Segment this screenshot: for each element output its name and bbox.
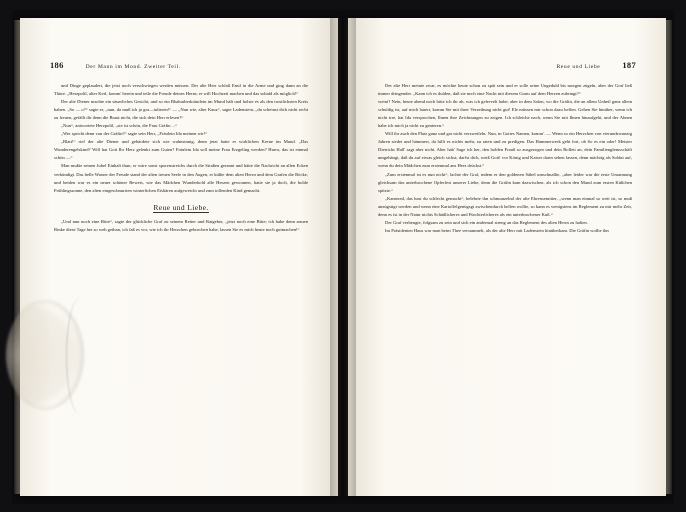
paragraph: Man mußte seinen Jubel Einhalt thun, er wäre sonst sporenstreichs durch die Straßen gerannt und hätte die Nachricht an allen Ecken verkündigt. Das helle Wasser der Freude stand der alten treuen Seele in den Augen, er küßte dem alten Herrn und dem Grafen die Röcke, und beiden war es ein neuer schöner Beweis, wie das Mädchen Wunderhold alle Herzen gewonnen, hatte sie ja doch, die holde Frühlingssonne, den alten eingeschnurrten winterlichen Eisbären aufgeweicht und zum tollenden Kind gemacht. <box>54 163 308 193</box>
section-heading-text: Reue und Liebe. <box>153 202 209 212</box>
book-spread <box>12 10 674 504</box>
paragraph: „Zum erstenmal ist es nun nicht“, lachte der Graf, indem er den goldenen Säbel umschnallte, „aber leider war die erste Umarmung gleichsam das unterbrochene Opferfest unserer Liebe, denn die Gräfin kam dazwischen, als ich schon den Mund zum ersten Küßchen spitzte.“ <box>378 171 632 193</box>
paragraph: „Nun“, antwortete Herzpoltl, „sie ist schön, die Frau Gräfin ...“ <box>61 123 178 129</box>
right-page-folio: 187 <box>622 60 636 70</box>
page-edge-right <box>665 20 672 494</box>
right-page <box>348 18 666 496</box>
section-heading <box>54 204 308 212</box>
paragraph: Der alte Diener machte ein säuerliches Gesicht, und so ein Rhabarberkräutlein im Mund hält und holste es als den trostlichsten Kreis haben. „So — o?“ sagte er, „nun, da muß ich ja gra—tulieren!“ — „Nun wie, alter Kauz“, sagte Ladenstein, „du scheinst dich nicht recht zu freuen, gefällt dir denn die Braut nicht, die sich dein Herr erlesen?“ <box>54 99 308 121</box>
paragraph: „Wer spricht denn von der Gräfin?“ sagte sein Herr, „Fräulein Ida meinen wir!“ <box>61 131 208 137</box>
left-running-head: Der Mann im Mond. Zweiter Teil. <box>85 64 181 70</box>
left-page <box>20 18 338 496</box>
paragraph: und Dinge geplaudert, die jetzt noch verschwiegen werden müssen. Der alte Herr schloß Emil in die Arme und ging dann an die Thüre. „Herzpoltl, alter Kerl, komm' herein und teile die Freude deines Herrn; er will Hochzeit machen und das sobald als möglich!“ <box>54 83 308 97</box>
paragraph: „Kamerad, das hast du schlecht gemacht“, belehrte ihn schmunzelnd der alte Ehrensemitter, „wenn man einmal so weit ist, so muß anzügstigt werden und wenn eine Kartoffelgenügsgt zwischendurch helfen wollte, so kann es wenigstens im Reglement zu mir mehr Zeit, denn es ist in der Natur nichts Schädlicheres und Fürchterlicheres als ein unterbrochener Kuß.“ <box>378 195 632 217</box>
paragraph: weint? Nein, heute abend noch bitte ich ihr ab, was ich gefrevelt habe; aber in dem Salon, wo die Gräfin, die an allem Unheil ganz allein schuldig ist, auf mich lauert, komm Sie mit ihrer Verzeihung nicht gut! Ele müssen mir schon dazu helfen. Gehen Sie hinüber, wenn ich nicht irre, hat Ida versprochen, Ihnen ihre Zeichnungen zu zeigen. Ich schleiche nach, wenn Sie mit Ihnen hinaufgeht, und der Ahnen habe ich mich ja nicht zu genieren.“ <box>378 99 632 129</box>
paragraph: Will ihr auch den Platz ganz und gar nicht verzweifeln. Nun, in Gottes Namen, komm'. — Wenn so ein Herzchen von vierundzwanzig Jahren siedet und hämmert, da hilft es nichts mehr, zu raten und zu predigen. Das Hammerwerk geht fort, ob So es ein oder! Meister Dietrichs Hall' sagt aber nicht. Aber hab' Sage ich her, den holden Frauß so ausgezogen und dein Rollett an, dein Familienglemsschäft umgehängt, daß du auf etwas gleich sichst; darfst dich, weiß Gott! vor König und Kaiser darin sehen lassen, denn mächtig als Soldat auf, wenn du dein Mädchen zum erstenmal ans Herz drückst.“ <box>378 131 632 169</box>
right-page-header <box>378 60 636 70</box>
right-page-text-column <box>378 82 632 470</box>
paragraph: Der Graf verbeugte, folgsam zu sein und sich ein andermal streng an das Reglement des alten Herrn zu halten. <box>385 219 588 225</box>
paragraph: Im Präsidenten Haus war man beim Thee versammelt, als der alte Herr mit Ladenstein hinüberkam. Die Gräfin wollte ihn <box>385 227 609 233</box>
paragraph: Der alte Herr meinte zwar, es möchte heute schon zu spät sein und er solle seine Ungeduld bis morgen zügeln, aber der Graf ließ immer dringender. „Kann ich es dulden, daß sie noch eine Nacht mit diesem Gram auf dem Herzen zubringt?“ <box>378 83 632 97</box>
paragraph: „Und nun noch eine Bitte“, sagte der glückliche Graf zu seinem Retter und Ratgeber, „jetzt noch eine Bitte; ich habe denn armen Rinke diese Tage her so weh gethan, ich faß es vor, wie ich ihr Herzchen gebrochen habe, lassen Sie es mich heute noch gutmachen!“ <box>54 218 308 232</box>
left-page-header <box>50 60 308 70</box>
left-page-text-column <box>54 82 308 470</box>
paragraph: „Blatt!“ rief der alte Diener und gebärdete sich wie wahnsinnig, denn jetzt hatte er wirklichen Kerne im Mund. „Das Wunderengelskind? Will hat Gott Ihr Herz gelenkt zum Guten? Fräulein Ida soll meine Frau Erzgeling werden? Hurra, das ist einmal schön —“ <box>54 139 308 161</box>
right-running-head: Reue und Liebe <box>556 64 601 70</box>
left-page-folio: 186 <box>50 60 64 70</box>
